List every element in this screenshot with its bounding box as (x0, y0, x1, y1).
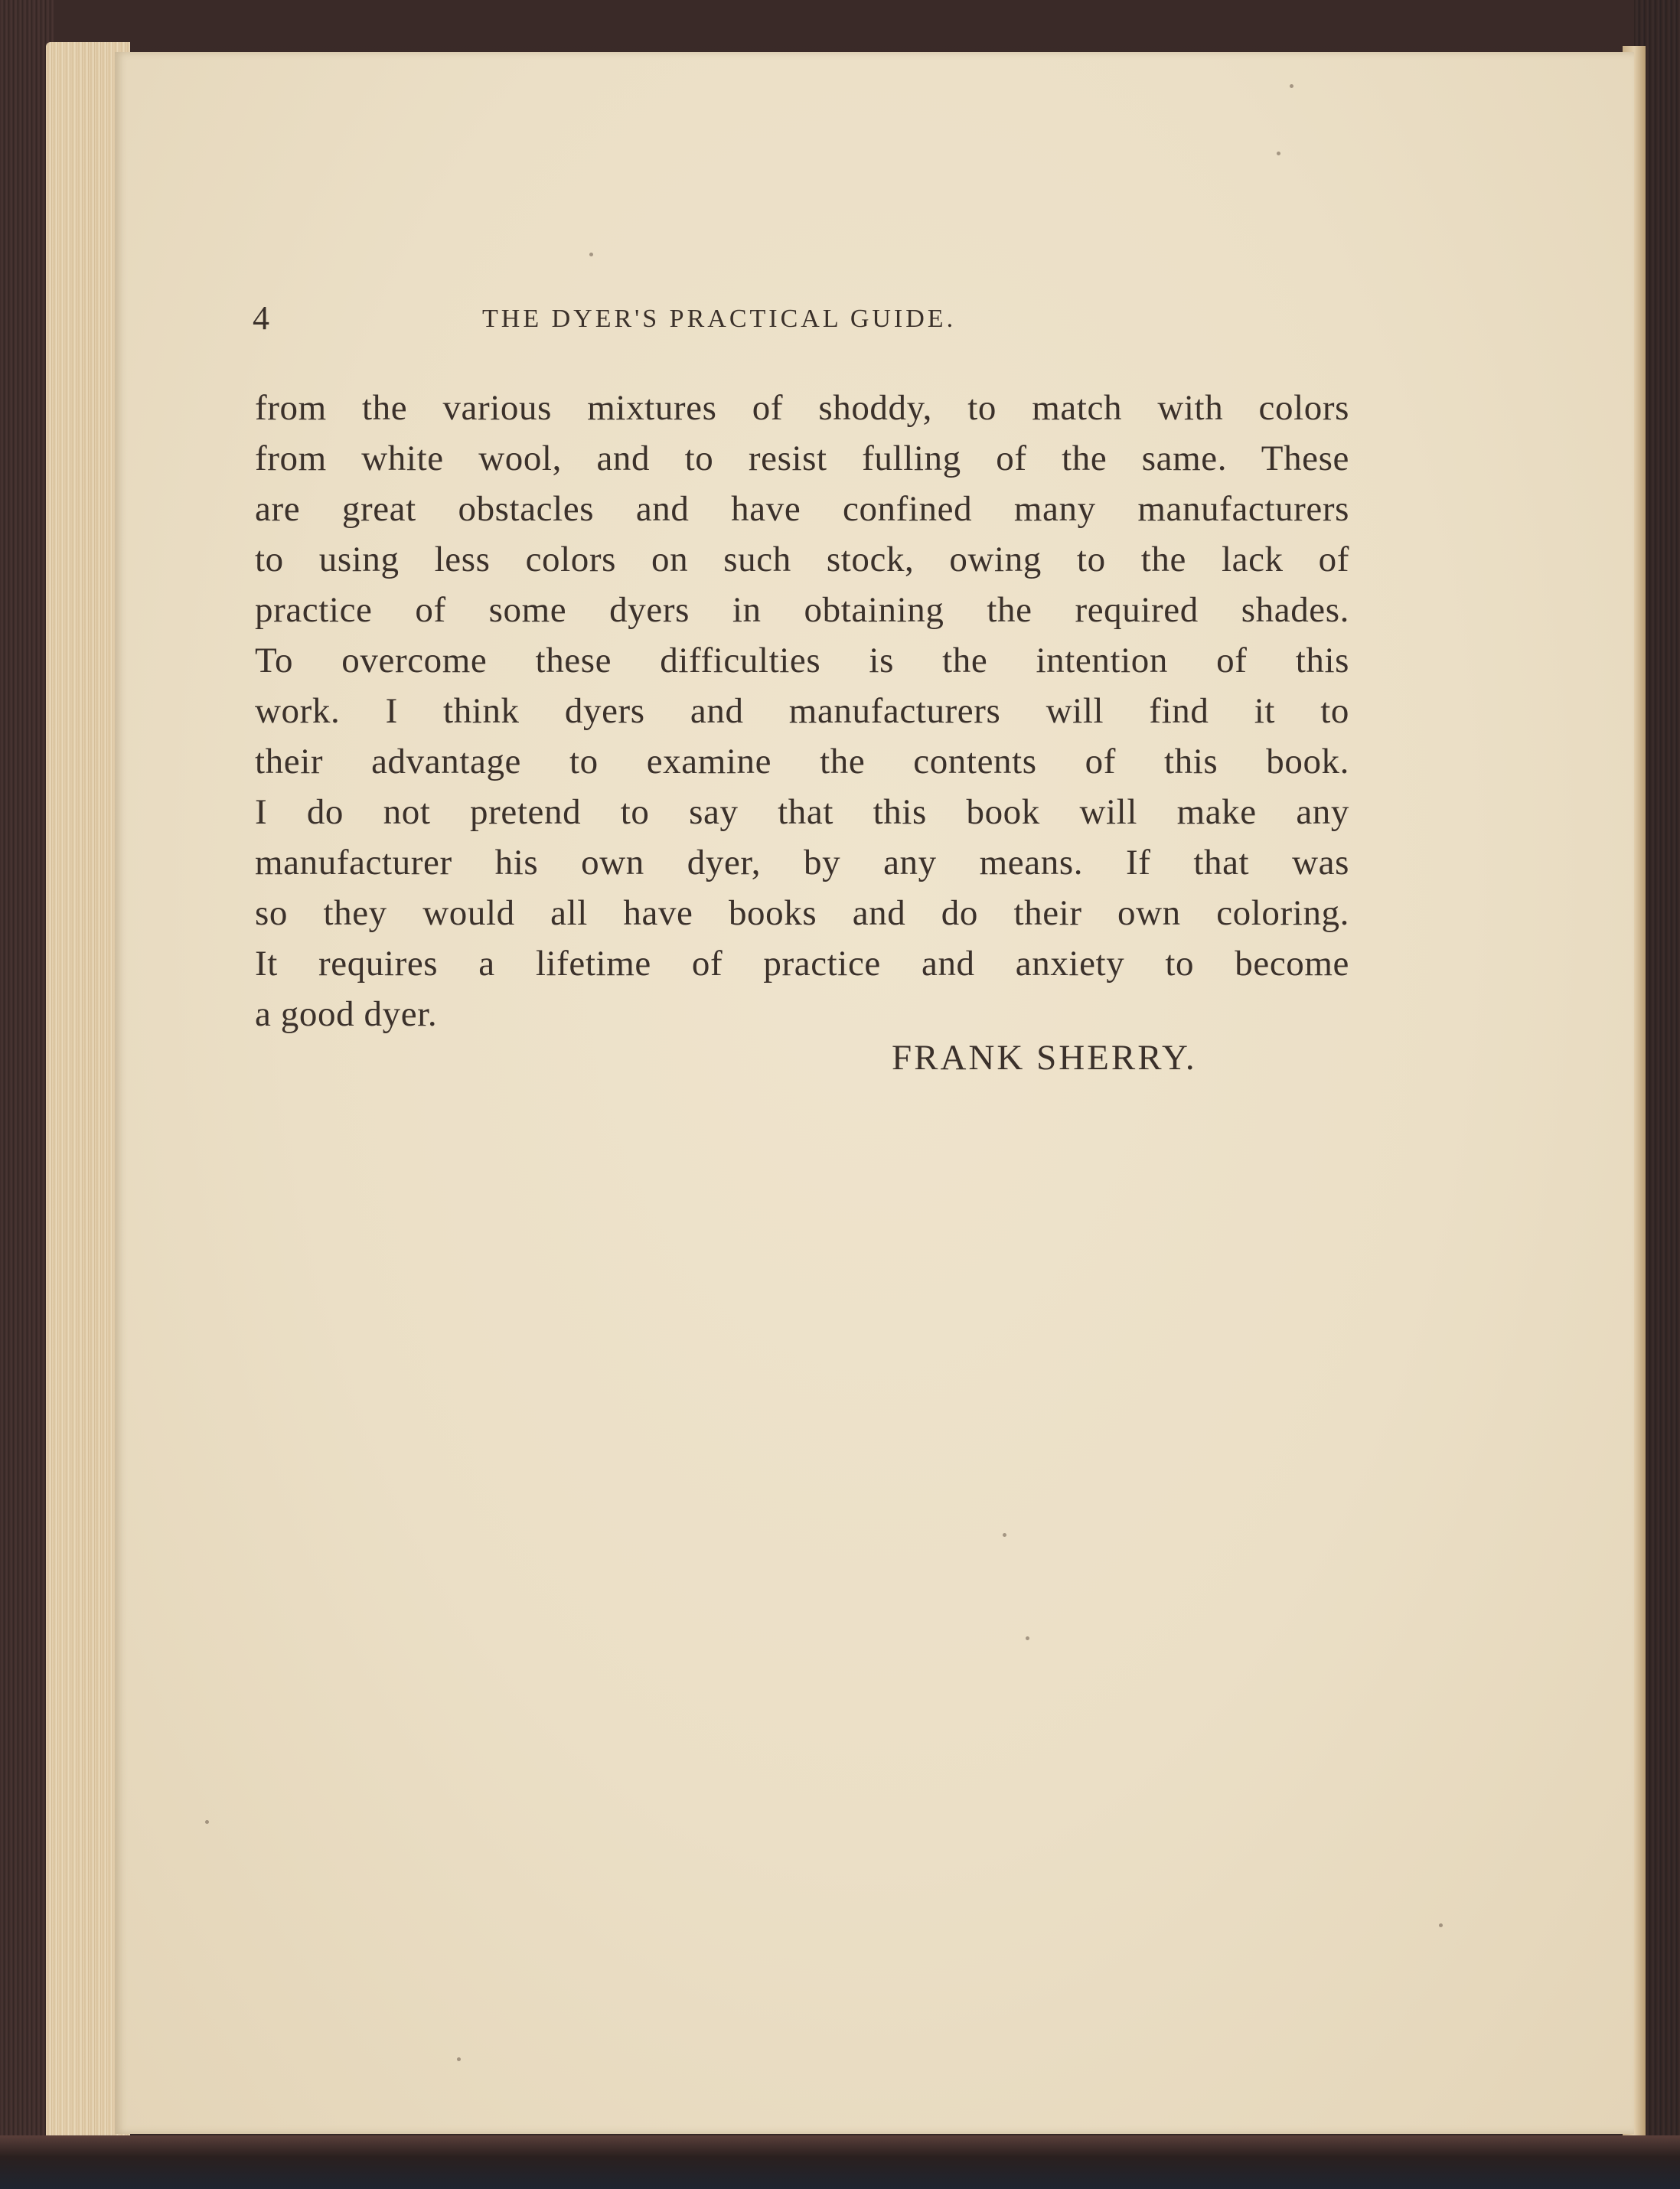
paper-speck (1026, 1636, 1029, 1640)
page-number: 4 (253, 299, 269, 337)
body-line: To overcome these difficulties is the intention of this (255, 641, 1349, 680)
body-line: work. I think dyers and manufacturers will find it to (255, 691, 1349, 731)
book-cover-bottom-edge (0, 2135, 1680, 2189)
paper-speck (457, 2057, 461, 2061)
body-line: manufacturer his own dyer, by any means. If that was (255, 843, 1349, 882)
paper-speck (1439, 1923, 1443, 1927)
body-line: It requires a lifetime of practice and anxiety to become (255, 944, 1349, 984)
paper-speck (589, 253, 593, 256)
author-signature: FRANK SHERRY. (892, 1038, 1197, 1078)
body-line: so they would all have books and do their own coloring. (255, 893, 1349, 933)
book-page (115, 52, 1634, 2134)
running-head-title: THE DYER'S PRACTICAL GUIDE. (482, 305, 957, 333)
paper-speck (1277, 152, 1280, 155)
body-line: are great obstacles and have confined many manufacturers (255, 489, 1349, 529)
body-paragraph (255, 383, 1349, 1039)
paper-speck (1290, 84, 1293, 88)
body-line: to using less colors on such stock, owing to the lack of (255, 540, 1349, 579)
body-line: a good dyer. (255, 994, 438, 1034)
paper-speck (1003, 1533, 1006, 1537)
body-line: from the various mixtures of shoddy, to match with colors (255, 388, 1349, 428)
body-line: practice of some dyers in obtaining the required shades. (255, 590, 1349, 630)
body-line: from white wool, and to resist fulling of the same. These (255, 439, 1349, 478)
body-line: their advantage to examine the contents of this book. (255, 742, 1349, 781)
running-head (253, 298, 1248, 344)
body-line: I do not pretend to say that this book will make any (255, 792, 1349, 832)
paper-speck (205, 1820, 209, 1824)
